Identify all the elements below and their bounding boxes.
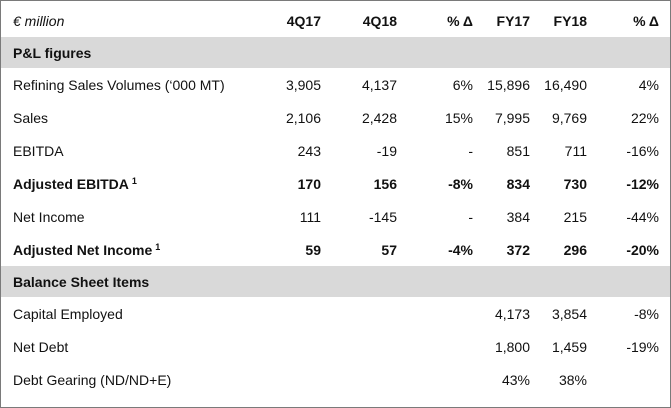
row-label: Refining Sales Volumes (‘000 MT) [13, 76, 225, 93]
row-label-cell [1, 68, 265, 101]
value-cell: 1,800 [494, 338, 530, 355]
value-cell: 111 [299, 208, 321, 225]
column-header: % Δ [447, 12, 473, 29]
value-cell [265, 297, 327, 330]
value-cell: 372 [506, 241, 530, 258]
value-cell: 15,896 [487, 76, 530, 93]
value-cell: -12% [626, 175, 659, 192]
section-header-row [1, 37, 670, 68]
unit-label: € million [13, 12, 65, 29]
row-label: Adjusted EBITDA [13, 175, 129, 192]
value-cell: 215 [563, 208, 587, 225]
value-cell: - [468, 208, 473, 225]
value-cell: 59 [305, 241, 321, 258]
row-label-cell [1, 233, 265, 266]
value-cell: - [468, 142, 473, 159]
row-label-cell [1, 200, 265, 233]
table-body [1, 4, 670, 396]
value-cell: 57 [381, 241, 397, 258]
column-header: FY18 [553, 12, 587, 29]
row-label-cell [1, 363, 265, 396]
value-cell [327, 297, 403, 330]
value-cell: 4% [638, 76, 659, 93]
row-label: Net Debt [13, 338, 69, 355]
column-header: 4Q17 [286, 12, 321, 29]
value-cell: 296 [563, 241, 587, 258]
footnote-marker: 1 [131, 175, 137, 186]
table-row [1, 167, 670, 200]
value-cell: 43% [501, 371, 530, 388]
table-row [1, 297, 670, 330]
table-row [1, 363, 670, 396]
column-header: % Δ [633, 12, 659, 29]
value-cell: -19% [626, 338, 659, 355]
value-cell: 156 [373, 175, 397, 192]
table-row [1, 233, 670, 266]
value-cell: 15% [444, 109, 473, 126]
table-row [1, 200, 670, 233]
table-row [1, 134, 670, 167]
value-cell: 170 [297, 175, 321, 192]
value-cell: 2,106 [285, 109, 321, 126]
value-cell: -44% [626, 208, 659, 225]
value-cell: -145 [368, 208, 397, 225]
value-cell: 3,854 [551, 305, 587, 322]
value-cell [327, 330, 403, 363]
table-row [1, 330, 670, 363]
section-title: P&L figures [1, 37, 670, 68]
value-cell: 243 [297, 142, 321, 159]
row-label: EBITDA [13, 142, 64, 159]
row-label-cell [1, 101, 265, 134]
value-cell: -4% [448, 241, 473, 258]
row-label-cell [1, 330, 265, 363]
value-cell: 7,995 [494, 109, 530, 126]
value-cell: -16% [626, 142, 659, 159]
value-cell: 9,769 [551, 109, 587, 126]
row-label: Sales [13, 109, 49, 126]
value-cell [593, 363, 670, 396]
value-cell: 730 [563, 175, 587, 192]
value-cell: 711 [564, 142, 587, 159]
value-cell: 16,490 [544, 76, 587, 93]
value-cell: 38% [558, 371, 587, 388]
value-cell [403, 330, 479, 363]
value-cell: 6% [452, 76, 473, 93]
value-cell: 2,428 [361, 109, 397, 126]
footnote-marker: 1 [155, 241, 161, 252]
row-label: Capital Employed [13, 305, 123, 322]
value-cell: 22% [630, 109, 659, 126]
section-header-row [1, 266, 670, 297]
column-header: 4Q18 [362, 12, 397, 29]
row-label: Net Income [13, 208, 85, 225]
table-row [1, 101, 670, 134]
value-cell: 4,137 [361, 76, 397, 93]
value-cell [327, 363, 403, 396]
table-row [1, 68, 670, 101]
column-header: FY17 [496, 12, 530, 29]
row-label-cell [1, 167, 265, 200]
row-label: Debt Gearing (ND/ND+E) [13, 371, 172, 388]
value-cell: -8% [634, 305, 659, 322]
value-cell: -20% [626, 241, 659, 258]
value-cell: 384 [506, 208, 530, 225]
value-cell [403, 363, 479, 396]
value-cell: 851 [506, 142, 530, 159]
value-cell: 1,459 [551, 338, 587, 355]
value-cell [265, 363, 327, 396]
value-cell: -8% [448, 175, 473, 192]
row-label: Adjusted Net Income [13, 241, 153, 258]
section-title: Balance Sheet Items [1, 266, 670, 297]
financial-summary-table [1, 4, 670, 396]
header-row [1, 4, 670, 37]
value-cell: -19 [376, 142, 397, 159]
value-cell: 4,173 [494, 305, 530, 322]
value-cell [403, 297, 479, 330]
row-label-cell [1, 297, 265, 330]
row-label-cell [1, 134, 265, 167]
value-cell [265, 330, 327, 363]
value-cell: 834 [506, 175, 530, 192]
value-cell: 3,905 [285, 76, 321, 93]
